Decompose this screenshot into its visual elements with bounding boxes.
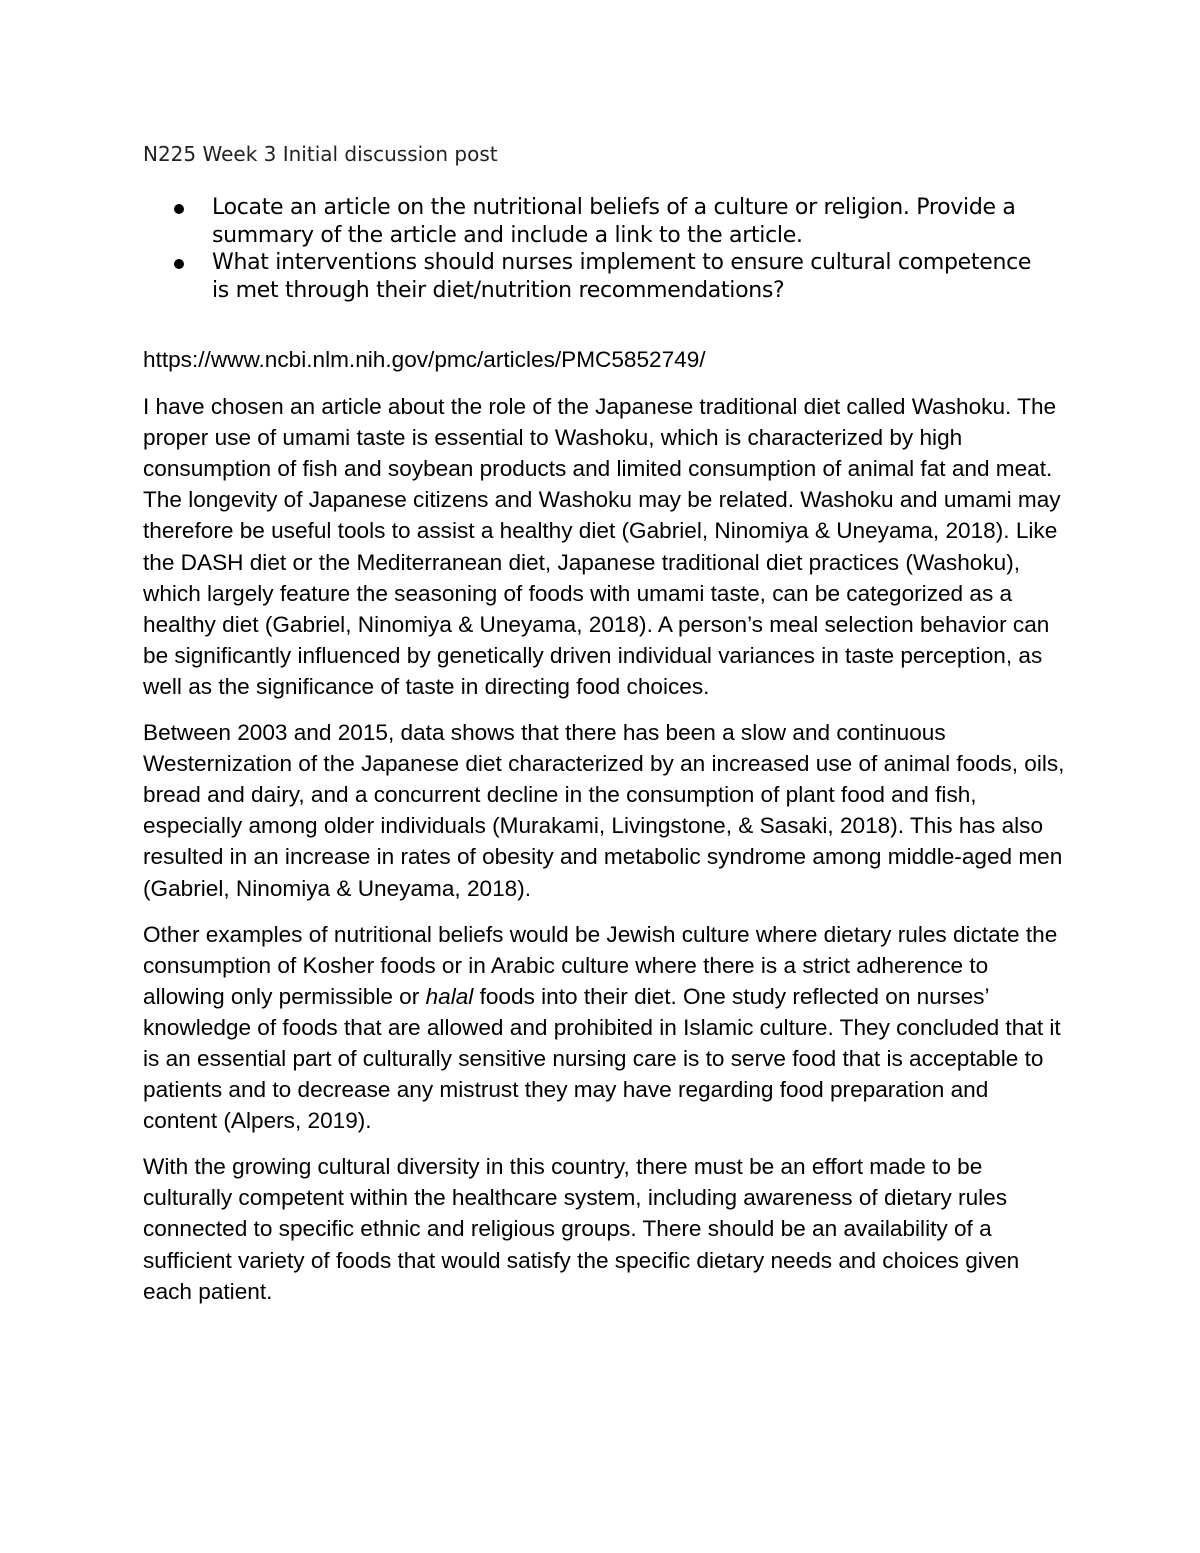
list-item xyxy=(170,249,1050,304)
list-item xyxy=(170,194,1050,249)
paragraph-beliefs xyxy=(143,919,1068,1137)
prompt-text: What interventions should nurses implement to ensure cultural competence is met through their diet/nutrition recommendations? xyxy=(212,250,1032,303)
article-link[interactable]: https://www.ncbi.nlm.nih.gov/pmc/articles/PMC5852749/ xyxy=(143,347,706,372)
halal-term: halal xyxy=(425,983,474,1009)
prompt-text: Locate an article on the nutritional beliefs of a culture or religion. Provide a summary of the article and include a link to the article. xyxy=(212,195,1016,248)
document-body xyxy=(143,344,1068,1322)
prompt-list xyxy=(170,194,1050,304)
paragraph-summary: I have chosen an article about the role of the Japanese traditional diet called Washoku. The proper use of umami taste is essential to Washoku, which is characterized by high consumption of fish and soybean products and limited consumption of animal fat and meat. The longevity of Japanese citizens and Washoku may be related. Washoku and umami may therefore be useful tools to assist a healthy diet (Gabriel, Ninomiya & Uneyama, 2018). Like the DASH diet or the Mediterranean diet, Japanese traditional diet practices (Washoku), which largely feature the seasoning of foods with umami taste, can be categorized as a healthy diet (Gabriel, Ninomiya & Uneyama, 2018). A person’s meal selection behavior can be significantly influenced by genetically driven individual variances in taste perception, as well as the significance of taste in directing food choices. xyxy=(143,394,1061,699)
document-title: N225 Week 3 Initial discussion post xyxy=(143,142,498,166)
paragraph-conclusion: With the growing cultural diversity in this country, there must be an effort made to be culturally competent within the healthcare system, including awareness of dietary rules connected to specific ethnic and religious groups. There should be an availability of a sufficient variety of foods that would satisfy the specific dietary needs and choices given each patient. xyxy=(143,1154,1020,1304)
paragraph-text: foods into their diet. One study reflected on nurses’ knowledge of foods that are allowed and prohibited in Islamic culture. They concluded that it is an essential part of culturally sensitive nursing care is to serve food that is acceptable to patients and to decrease any mistrust they may have regarding food preparation and content (Alpers, 2019). xyxy=(143,983,1061,1134)
paragraph-westernization: Between 2003 and 2015, data shows that there has been a slow and continuous Westernization of the Japanese diet characterized by an increased use of animal foods, oils, bread and dairy, and a concurrent decline in the consumption of plant food and fish, especially among older individuals (Murakami, Livingstone, & Sasaki, 2018). This has also resulted in an increase in rates of obesity and metabolic syndrome among middle-aged men (Gabriel, Ninomiya & Uneyama, 2018). xyxy=(143,720,1065,901)
bullet-icon xyxy=(174,204,184,214)
paragraph-text: Other examples of nutritional beliefs would be Jewish culture where dietary rules dictate the consumption of Kosher foods or in Arabic culture where there is a strict adherence to allowing only permissible or xyxy=(143,921,1058,1009)
bullet-icon xyxy=(174,259,184,269)
